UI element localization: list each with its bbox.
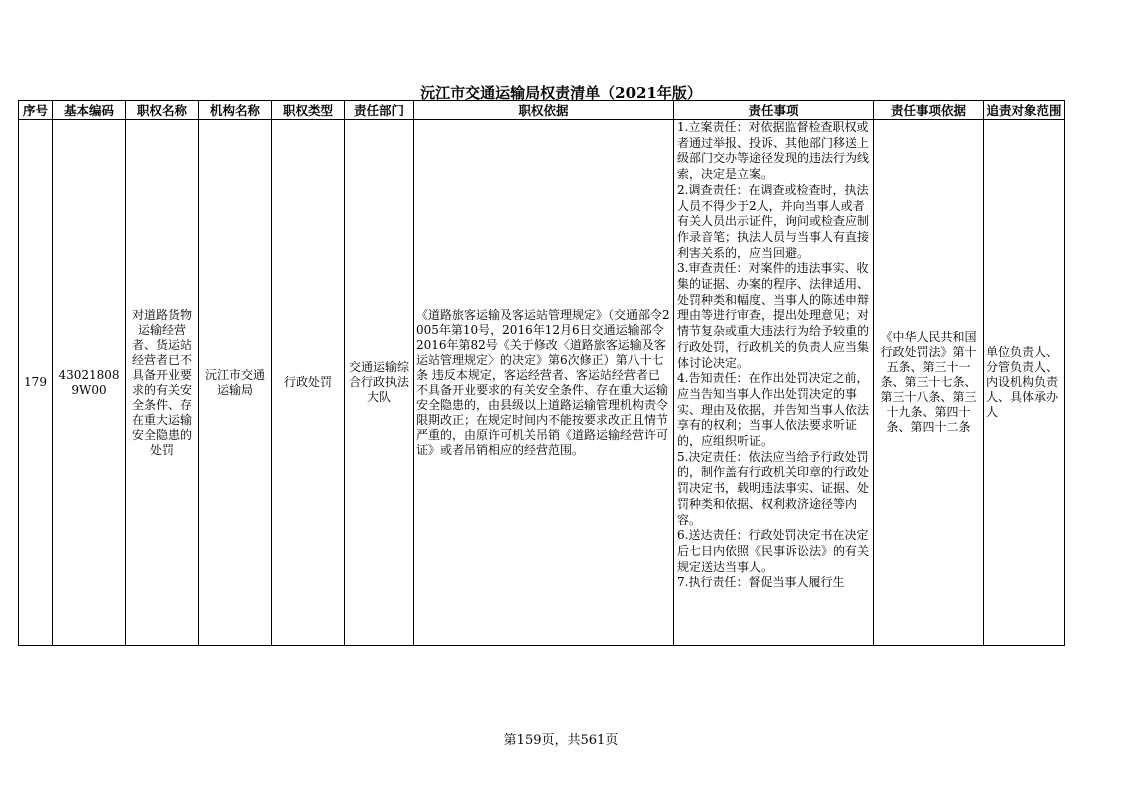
header-duty-basis: 责任事项依据 (874, 101, 984, 120)
header-duties: 责任事项 (674, 101, 874, 120)
table-header-row (19, 101, 1065, 120)
header-index: 序号 (19, 101, 53, 120)
row-basis (414, 120, 674, 646)
row-index: 179 (19, 120, 53, 646)
page-number: 第159页，共561页 (503, 733, 619, 748)
duty-item: 1.立案责任：对依据监督检查职权或者通过举报、投诉、其他部门移送上级部门交办等途径发现的违法行为线索，决定是立案。 (677, 120, 870, 182)
header-code: 基本编码 (53, 101, 126, 120)
row-power-name (126, 120, 199, 646)
row-code (53, 120, 126, 646)
row-accountability-text: 单位负责人、分管负责人、内设机构负责人、具体承办人 (986, 345, 1059, 419)
duty-item: 4.告知责任：在作出处罚决定之前，应当告知当事人作出处罚决定的事实、理由及依据，并告知当事人依法享有的权利；当事人依法要求听证的，应组织听证。 (677, 371, 870, 449)
row-accountability (984, 120, 1065, 646)
row-org-name-text: 沅江市交通运输局 (204, 367, 265, 397)
row-power-type: 行政处罚 (272, 120, 345, 646)
duty-item: 2.调查责任：在调查或检查时，执法人员不得少于2人，并向当事人或者有关人员出示证件，询问或检查应制作录音笔；执法人员与当事人有直接利害关系的，应当回避。 (677, 182, 870, 260)
document-title: 沅江市交通运输局权责清单（2021年版） (420, 84, 702, 102)
row-duty-basis (874, 120, 984, 646)
row-duty-basis-text: 《中华人民共和国行政处罚法》第十五条、第三十一条、第三十七条、第三十八条、第三十九条、第四十条、第四十二条 (880, 330, 977, 434)
header-org-name: 机构名称 (199, 101, 272, 120)
row-duties (674, 120, 874, 646)
power-list-table (18, 100, 1065, 646)
duty-item: 5.决定责任：依法应当给予行政处罚的，制作盖有行政机关印章的行政处罚决定书，载明违法事实、证据、处罚种类和依据、权利救济途径等内容。 (677, 449, 870, 527)
row-department (345, 120, 414, 646)
duties-list (674, 120, 873, 645)
row-power-name-text: 对道路货物运输经营者、货运站经营者已不具备开业要求的有关安全条件、存在重大运输安全隐患的处罚 (131, 307, 192, 457)
row-code-text: 430218089W00 (58, 367, 120, 397)
duty-item: 6.送达责任：行政处罚决定书在决定后七日内依照《民事诉讼法》的有关规定送达当事人。 (677, 528, 870, 574)
row-basis-text: 《道路旅客运输及客运站管理规定》（交通部令2005年第10号，2016年12月6日交通运输部令2016年第82号《关于修改〈道路旅客运输及客运站管理规定〉的决定》第6次修正）第八十七条 违反本规定，客运经营者、客运站经营者已不具备开业要求的有关安全条件、存在重大运输安全隐患的，由县级以上道路运输管理机构责令限期改正；在规定时间内不能按要求改正且情节严重的，由原许可机关吊销《道路运输经营许可证》或者吊销相应的经营范围。 (416, 307, 670, 457)
row-org-name (199, 120, 272, 646)
header-accountability: 追责对象范围 (984, 101, 1065, 120)
duty-item: 7.执行责任：督促当事人履行生 (677, 575, 845, 590)
row-department-text: 交通运输综合行政执法大队 (348, 360, 409, 404)
table-row (19, 120, 1065, 646)
header-power-type: 职权类型 (272, 101, 345, 120)
header-power-name: 职权名称 (126, 101, 199, 120)
duty-item: 3.审查责任：对案件的违法事实、收集的证据、办案的程序、法律适用、处罚种类和幅度、当事人的陈述申辩理由等进行审查，提出处理意见；对情节复杂或重大违法行为给予较重的行政处罚，行政机关的负责人应当集体讨论决定。 (677, 261, 870, 370)
header-department: 责任部门 (345, 101, 414, 120)
header-basis: 职权依据 (414, 101, 674, 120)
